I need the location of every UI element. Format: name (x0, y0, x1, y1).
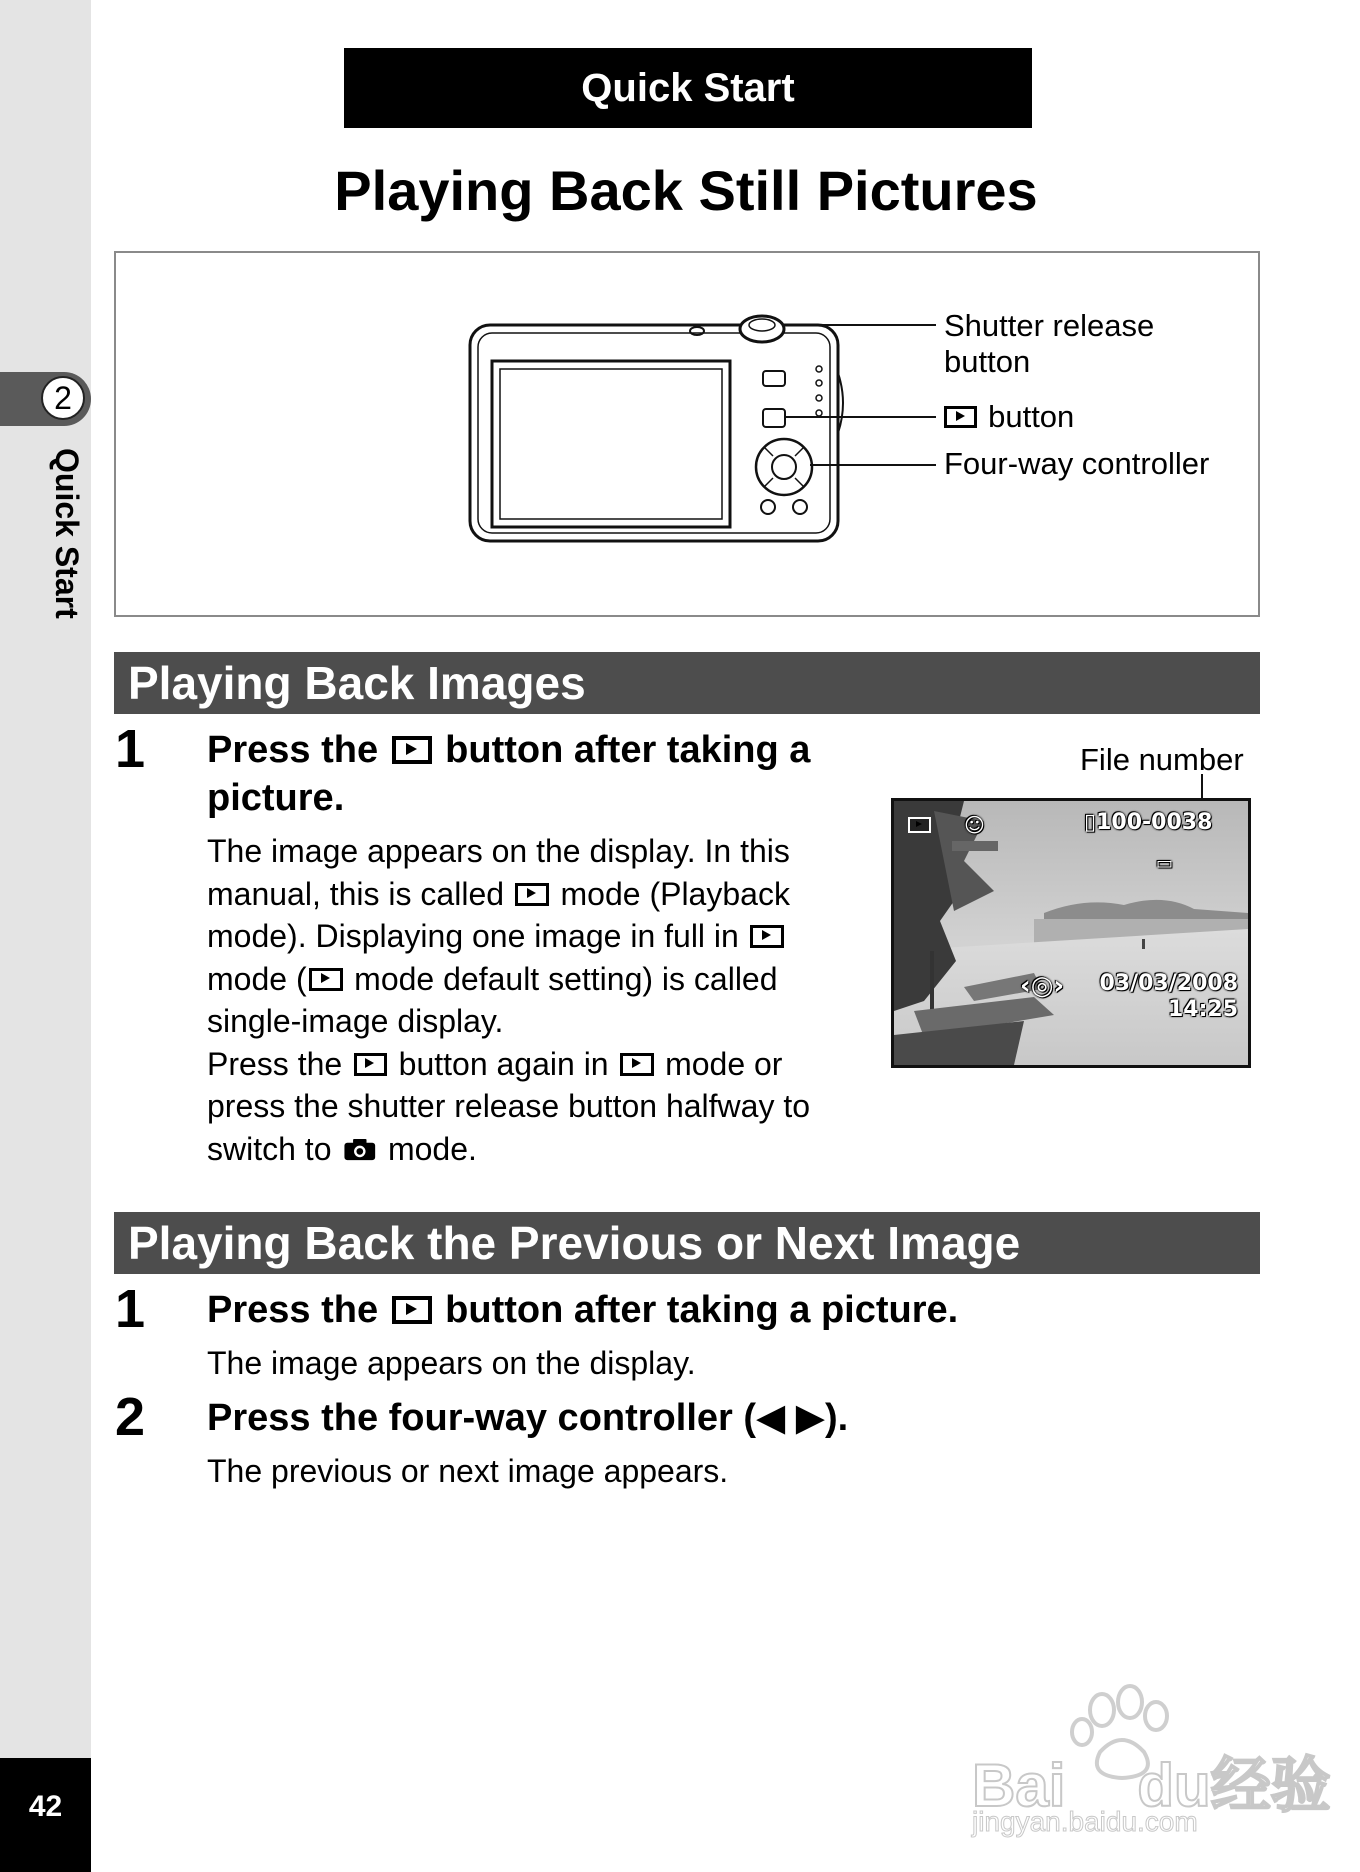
page-number: 42 (28, 1790, 63, 1823)
chapter-number: 2 (41, 376, 85, 420)
battery-icon: ▭ (1156, 853, 1174, 874)
playback-icon (620, 1053, 654, 1076)
body-line (207, 1043, 810, 1086)
step-heading-text: Press the (207, 1289, 389, 1331)
capture-time: 14:25 (1167, 997, 1238, 1022)
step-heading-text: button after taking a picture. (434, 1289, 959, 1331)
step-heading (207, 1286, 958, 1334)
quick-start-banner: Quick Start (344, 48, 1032, 128)
playback-icon (392, 736, 432, 763)
playback-button-label (942, 398, 1074, 435)
step-body (207, 830, 810, 1170)
playback-icon (908, 817, 931, 833)
face-detect-icon: ☺ (964, 813, 985, 837)
file-number-value: 100-0038 (1096, 810, 1213, 835)
watermark-cn-text: 经验 (1210, 1752, 1331, 1819)
body-text: mode default setting) is called (345, 960, 778, 997)
beach-photo (894, 801, 1248, 1065)
sidebar (0, 0, 91, 1872)
playback-icon (354, 1053, 388, 1076)
file-number: ▯100-0038 (1084, 810, 1213, 835)
section-heading-previous-next: Playing Back the Previous or Next Image (114, 1212, 1260, 1274)
page-title: Playing Back Still Pictures (334, 159, 1038, 222)
body-text: manual, this is called (207, 875, 513, 912)
playback-icon (515, 883, 549, 906)
body-text: mode or (656, 1045, 783, 1082)
step-body: The image appears on the display. (207, 1345, 696, 1381)
watermark-brand-text-2: du (1137, 1752, 1211, 1819)
chapter-label: Quick Start (49, 448, 85, 619)
playback-icon (944, 406, 977, 428)
step-heading-text: button after taking a (434, 729, 811, 771)
shutter-release-label-2: button (944, 344, 1031, 379)
step-heading: Press the four-way controller (◀ ▶). (207, 1397, 849, 1439)
camera-diagram (114, 251, 1260, 617)
body-line (207, 915, 810, 958)
body-text: mode (Playback (551, 875, 790, 912)
body-text: mode ( (207, 960, 307, 997)
step-heading (207, 726, 810, 774)
watermark-url: jingyan.baidu.com (972, 1806, 1198, 1837)
step-body: The previous or next image appears. (207, 1453, 729, 1489)
step-number: 1 (115, 1279, 146, 1339)
section-heading-playing-back-images: Playing Back Images (114, 652, 1260, 714)
body-text: mode. (379, 1130, 477, 1167)
body-line (207, 958, 810, 1001)
step-heading-line2: picture. (207, 777, 345, 819)
playback-button-label-text: button (979, 399, 1075, 434)
body-text: button again in (389, 1045, 618, 1082)
step-number: 2 (115, 1387, 146, 1447)
playback-icon (392, 1296, 432, 1323)
body-text: mode). Displaying one image in full in (207, 918, 748, 954)
playback-screen-preview (891, 798, 1251, 1068)
camera-icon (343, 1138, 377, 1161)
four-way-guide-icon: ‹◎› (1020, 971, 1065, 1001)
playback-icon (750, 925, 784, 948)
step-number: 1 (115, 719, 146, 779)
body-text: switch to (207, 1130, 341, 1167)
step-heading-text: Press the (207, 729, 389, 771)
baidu-watermark (972, 1676, 1331, 1837)
body-line: The image appears on the display. In this (207, 833, 790, 869)
watermark-brand-text: Bai (972, 1752, 1066, 1819)
body-line (207, 873, 810, 916)
file-number-label: File number (1080, 742, 1244, 777)
body-text: Press the (207, 1045, 352, 1082)
capture-date: 03/03/2008 (1099, 971, 1238, 996)
body-line (207, 1128, 810, 1171)
body-line: press the shutter release button halfway to (207, 1088, 811, 1124)
body-line: single-image display. (207, 1003, 504, 1039)
playback-icon (309, 968, 343, 991)
shutter-release-label: Shutter release (944, 308, 1155, 343)
playback-mode-icon (906, 813, 933, 838)
four-way-controller-label: Four-way controller (944, 446, 1210, 481)
